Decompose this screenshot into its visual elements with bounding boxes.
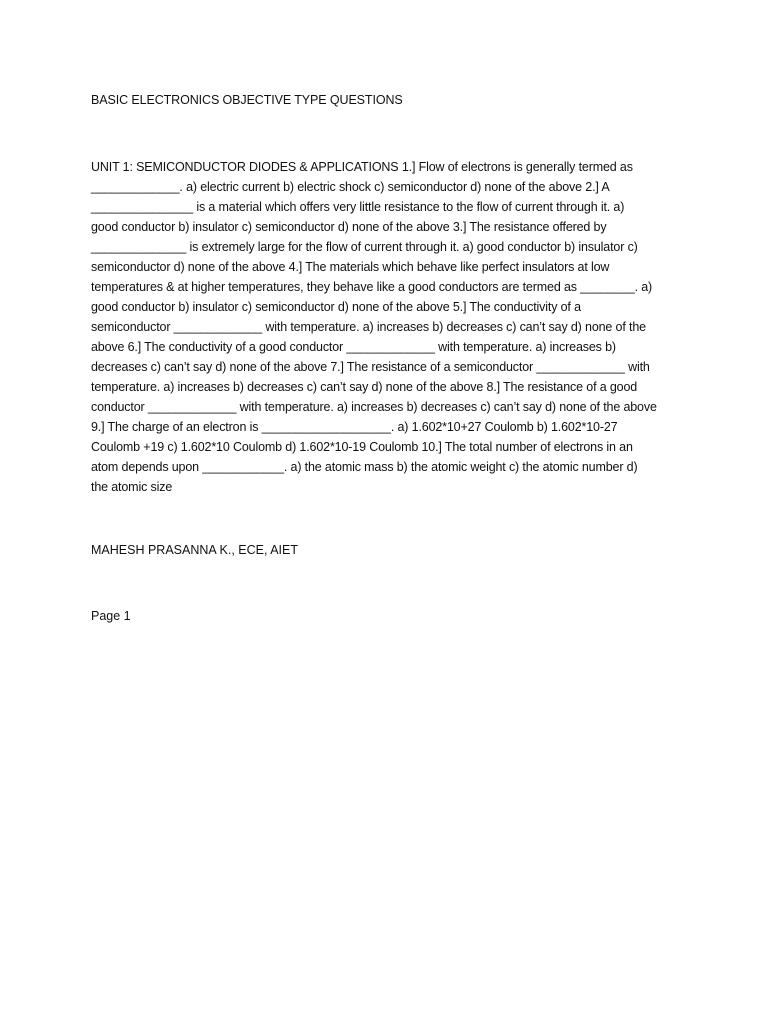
text-line: semiconductor _____________ with temperature. a) increases b) decreases c) can’t say d) none of the — [91, 320, 646, 334]
text-line: ______________ is extremely large for the flow of current through it. a) good conductor b) insulator c) — [91, 240, 638, 254]
text-line: good conductor b) insulator c) semiconductor d) none of the above 5.] The conductivity of a — [91, 300, 581, 314]
text-line: the atomic size — [91, 480, 173, 494]
text-line: semiconductor d) none of the above 4.] The materials which behave like perfect insulators at low — [91, 260, 610, 274]
document-title: BASIC ELECTRONICS OBJECTIVE TYPE QUESTIONS — [91, 93, 403, 107]
text-line: conductor _____________ with temperature. a) increases b) decreases c) can’t say d) none of the above — [91, 400, 657, 414]
text-line: temperature. a) increases b) decreases c) can’t say d) none of the above 8.] The resistance of a good — [91, 380, 638, 394]
page-number: Page 1 — [91, 609, 131, 623]
author-line: MAHESH PRASANNA K., ECE, AIET — [91, 543, 299, 557]
text-line: _______________ is a material which offers very little resistance to the flow of current through it. a) — [91, 200, 625, 214]
text-line: good conductor b) insulator c) semiconductor d) none of the above 3.] The resistance offered by — [91, 220, 607, 234]
text-line: Coulomb +19 c) 1.602*10 Coulomb d) 1.602*10-19 Coulomb 10.] The total number of electrons in an — [91, 440, 633, 454]
question-text-block — [91, 157, 691, 497]
text-line: 9.] The charge of an electron is ___________________. a) 1.602*10+27 Coulomb b) 1.602*10-27 — [91, 420, 618, 434]
text-line: above 6.] The conductivity of a good conductor _____________ with temperature. a) increases b) — [91, 340, 616, 354]
text-line: atom depends upon ____________. a) the atomic mass b) the atomic weight c) the atomic number d) — [91, 460, 638, 474]
text-line: UNIT 1: SEMICONDUCTOR DIODES & APPLICATIONS 1.] Flow of electrons is generally termed as — [91, 160, 633, 174]
text-line: temperatures & at higher temperatures, they behave like a good conductors are termed as ________. a) — [91, 280, 653, 294]
text-line: _____________. a) electric current b) electric shock c) semiconductor d) none of the above 2.] A — [91, 180, 610, 194]
text-line: decreases c) can’t say d) none of the above 7.] The resistance of a semiconductor _____________ with — [91, 360, 650, 374]
